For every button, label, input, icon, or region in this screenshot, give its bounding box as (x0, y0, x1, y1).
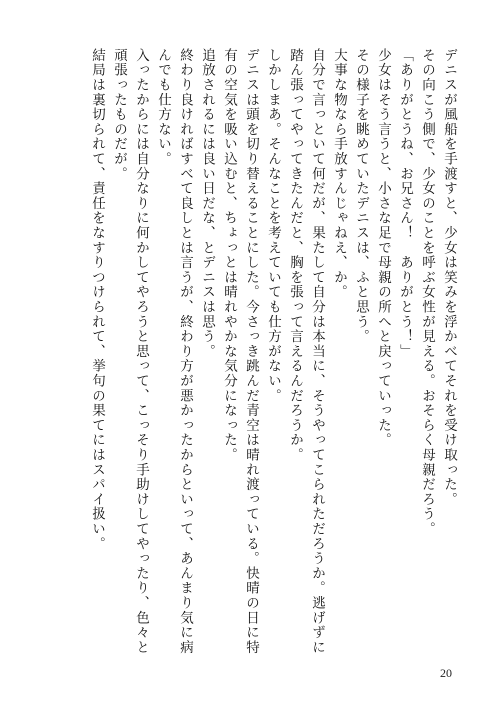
paragraph: デニスが風船を手渡すと、少女は笑みを浮かべてそれを受け取った。 (441, 48, 457, 507)
paragraph: 結局は裏切られて、責任をなすりつけられて、挙句の果てにはスパイ扱い。 (89, 48, 105, 552)
page-number: 20 (440, 666, 452, 680)
paragraph: 大事な物なら手放すんじゃねえ、か。 (331, 48, 347, 300)
paragraph: 「ありがとうね、お兄さん！ ありがとう！」 (397, 48, 413, 359)
vertical-text-body (40, 48, 460, 668)
paragraph: その様子を眺めていたデニスは、ふと思う。 (353, 48, 369, 344)
paragraph: 少女はそう言うと、小さな足で母親の所へと戻っていった。 (375, 48, 391, 448)
paragraph: 入ったからには自分なりに何かしてやろうと思って、こっそり手助けしてやったり、色々と頑張ったものだが。 (111, 48, 149, 655)
paragraph: 終わり良ければすべて良しとは言うが、終わり方が悪かったからといって、あんまり気に病んでも仕方ない。 (155, 48, 193, 655)
paragraph: デニスは頭を切り替えることにした。今さっき跳んだ青空は晴れ渡っている。快晴の日に特有の空気を吸い込むと、ちょっとは晴れやかな気分になった。 (221, 48, 259, 655)
paragraph: 自分で言っといて何だが、果たして自分は本当に、そうやってこられただろうか。逃げずに踏ん張ってやってきたんだと、胸を張って言えるんだろうか。 (287, 48, 325, 655)
paragraph: しかしまあ。そんなことを考えていても仕方がない。 (265, 48, 281, 404)
paragraph: 追放されるには良い日だな、とデニスは思う。 (199, 48, 215, 359)
paragraph: その向こう側で、少女のことを呼ぶ女性が見える。おそらく母親だろう。 (419, 48, 435, 537)
